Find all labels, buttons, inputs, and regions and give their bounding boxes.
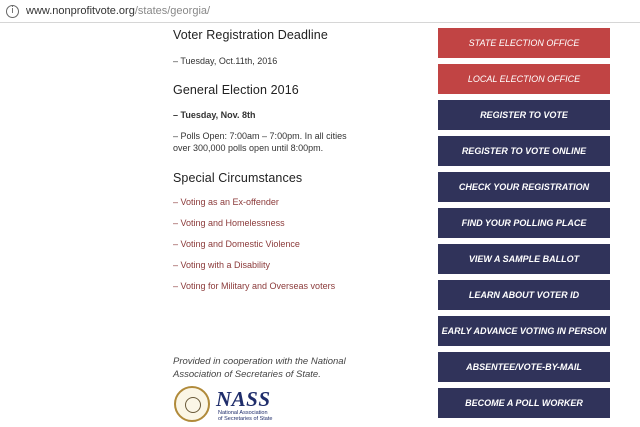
check-registration-button[interactable]: CHECK YOUR REGISTRATION — [438, 172, 610, 202]
registration-date: – Tuesday, Oct.11th, 2016 — [173, 56, 278, 66]
credit-line-1: Provided in cooperation with the National — [173, 356, 346, 367]
local-election-office-button[interactable]: LOCAL ELECTION OFFICE — [438, 64, 610, 94]
voter-id-button[interactable]: LEARN ABOUT VOTER ID — [438, 280, 610, 310]
sample-ballot-button[interactable]: VIEW A SAMPLE BALLOT — [438, 244, 610, 274]
address-bar[interactable] — [0, 0, 640, 23]
polls-info-line-2: over 300,000 polls open until 8:00pm. — [173, 143, 324, 153]
link-military-overseas[interactable]: – Voting for Military and Overseas voters — [173, 281, 336, 291]
url-path: /states/georgia/ — [134, 5, 211, 17]
election-date: – Tuesday, Nov. 8th — [173, 110, 256, 120]
nass-seal-icon — [174, 386, 210, 422]
nass-logo[interactable] — [174, 386, 284, 424]
logo-wordmark: NASS — [216, 387, 271, 411]
registration-heading: Voter Registration Deadline — [173, 28, 328, 42]
poll-worker-button[interactable]: BECOME A POLL WORKER — [438, 388, 610, 418]
link-homelessness[interactable]: – Voting and Homelessness — [173, 218, 285, 228]
find-polling-place-button[interactable]: FIND YOUR POLLING PLACE — [438, 208, 610, 238]
credit-text — [173, 355, 373, 381]
absentee-button[interactable]: ABSENTEE/VOTE-BY-MAIL — [438, 352, 610, 382]
register-to-vote-button[interactable]: REGISTER TO VOTE — [438, 100, 610, 130]
link-disability[interactable]: – Voting with a Disability — [173, 260, 271, 270]
logo-subtitle-line-2: of Secretaries of State — [218, 416, 273, 422]
info-icon[interactable]: i — [6, 5, 19, 18]
register-online-button[interactable]: REGISTER TO VOTE ONLINE — [438, 136, 610, 166]
logo-subtitle — [218, 410, 272, 422]
url-text[interactable] — [26, 5, 210, 17]
link-ex-offender[interactable]: – Voting as an Ex-offender — [173, 197, 279, 207]
early-voting-button[interactable]: EARLY ADVANCE VOTING IN PERSON — [438, 316, 610, 346]
logo-subtitle-line-1: National Association — [218, 410, 268, 416]
url-host: www.nonprofitvote.org — [26, 5, 135, 17]
main-content — [173, 28, 413, 291]
polls-info-line-1: – Polls Open: 7:00am – 7:00pm. In all cities — [173, 131, 347, 141]
credit-line-2: Association of Secretaries of State. — [173, 369, 321, 380]
state-election-office-button[interactable]: STATE ELECTION OFFICE — [438, 28, 610, 58]
general-election-heading: General Election 2016 — [173, 83, 299, 97]
special-circumstances-heading: Special Circumstances — [173, 171, 303, 185]
link-domestic-violence[interactable]: – Voting and Domestic Violence — [173, 239, 300, 249]
